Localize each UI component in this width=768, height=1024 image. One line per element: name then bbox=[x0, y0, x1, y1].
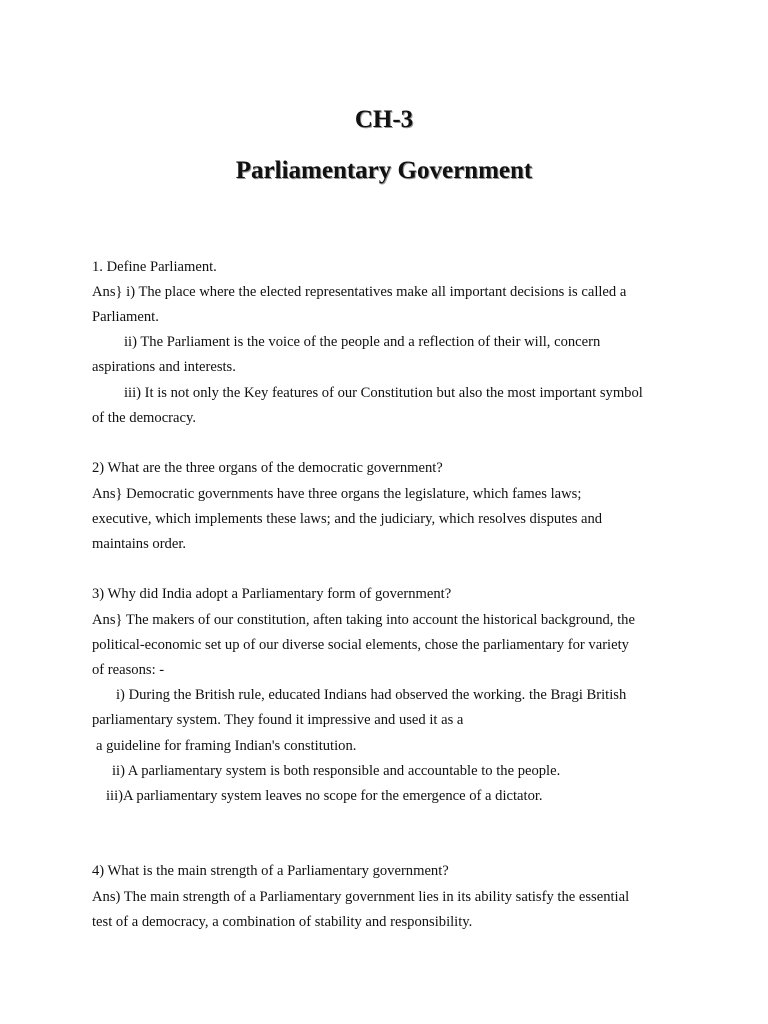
answer-line: Ans} The makers of our constitution, aften taking into account the historical background, the bbox=[92, 612, 635, 628]
answer-line: of reasons: - bbox=[92, 662, 165, 678]
answer-line: iii)A parliamentary system leaves no scope for the emergence of a dictator. bbox=[106, 788, 543, 804]
answer-line: ii) A parliamentary system is both responsible and accountable to the people. bbox=[112, 763, 561, 779]
answer-line: a guideline for framing Indian's constitution. bbox=[96, 738, 357, 754]
chapter-heading: CH-3 bbox=[354, 106, 414, 133]
answer-line: political-economic set up of our diverse social elements, chose the parliamentary for variety bbox=[92, 637, 629, 653]
answer-line: test of a democracy, a combination of stability and responsibility. bbox=[92, 914, 473, 930]
answer-line: i) During the British rule, educated Indians had observed the working. the Bragi British bbox=[116, 687, 627, 703]
answer-line: Ans) The main strength of a Parliamentary government lies in its ability satisfy the essential bbox=[92, 889, 630, 905]
question-2: 2) What are the three organs of the democratic government? bbox=[92, 460, 443, 476]
answer-line: Ans} i) The place where the elected representatives make all important decisions is called a bbox=[92, 284, 627, 300]
answer-line: aspirations and interests. bbox=[92, 359, 236, 375]
answer-line: of the democracy. bbox=[92, 410, 196, 426]
answer-line: maintains order. bbox=[92, 536, 187, 552]
answer-line: Ans} Democratic governments have three organs the legislature, which fames laws; bbox=[92, 486, 582, 502]
question-4: 4) What is the main strength of a Parliamentary government? bbox=[92, 863, 449, 879]
answer-line: Parliament. bbox=[92, 309, 159, 325]
answer-line: executive, which implements these laws; and the judiciary, which resolves disputes and bbox=[92, 511, 603, 527]
answer-line: parliamentary system. They found it impressive and used it as a bbox=[92, 712, 464, 728]
answer-line: ii) The Parliament is the voice of the people and a reflection of their will, concern bbox=[124, 334, 601, 350]
document-title: Parliamentary Government bbox=[235, 157, 533, 184]
question-3: 3) Why did India adopt a Parliamentary form of government? bbox=[92, 586, 452, 602]
question-1: 1. Define Parliament. bbox=[92, 259, 217, 275]
answer-line: iii) It is not only the Key features of our Constitution but also the most important symbol bbox=[124, 385, 643, 401]
